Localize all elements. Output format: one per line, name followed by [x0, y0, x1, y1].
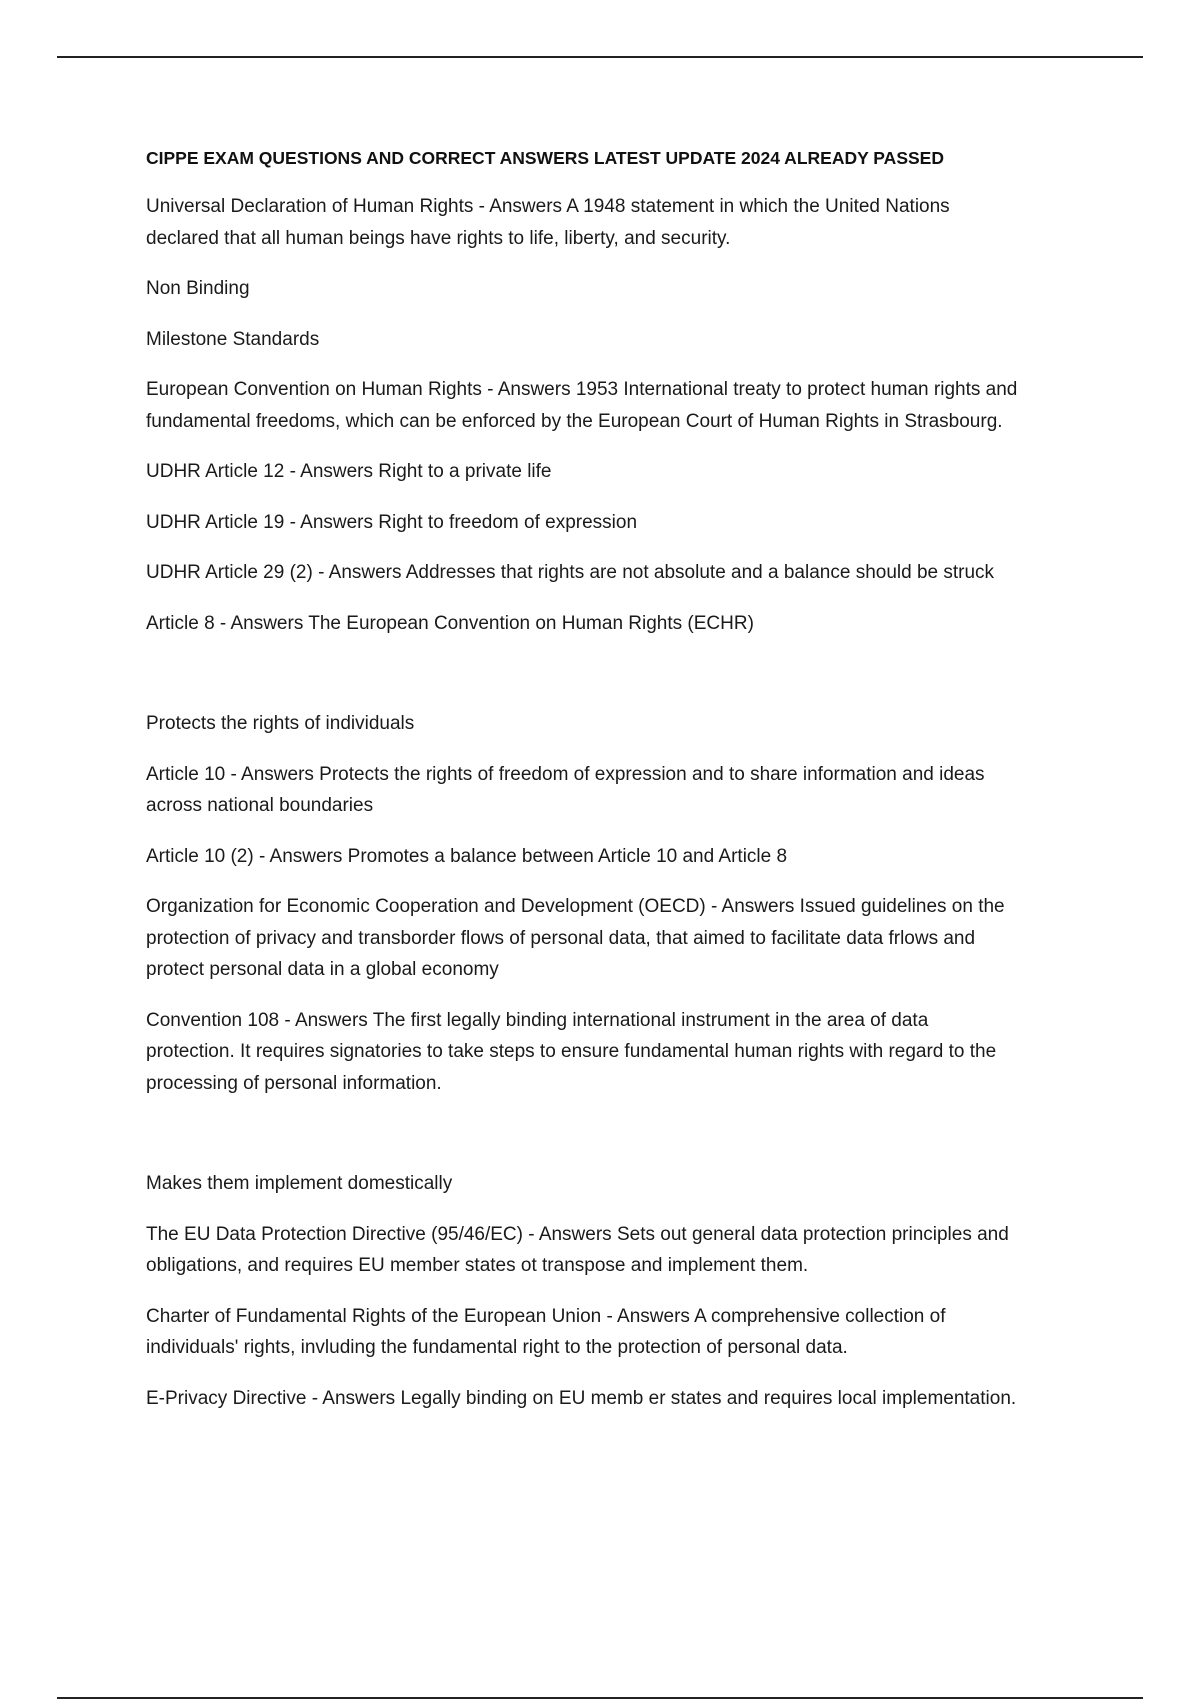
paragraph-oecd: [146, 891, 1096, 986]
paragraph-eu-directive: [146, 1219, 1096, 1282]
paragraph-line: Convention 108 - Answers The first legally binding international instrument in the area of data: [146, 1009, 929, 1031]
paragraph-line: Milestone Standards: [146, 328, 320, 350]
paragraph-udhr: [146, 191, 1096, 254]
paragraph-line: fundamental freedoms, which can be enforced by the European Court of Human Rights in Strasbourg.: [146, 410, 1003, 432]
paragraph-line: Article 10 - Answers Protects the rights of freedom of expression and to share information and ideas: [146, 763, 985, 785]
paragraph-non-binding: [146, 273, 1096, 305]
paragraph-article-10: [146, 759, 1096, 822]
paragraph-line: Charter of Fundamental Rights of the European Union - Answers A comprehensive collection of: [146, 1305, 946, 1327]
paragraph-article-10-2: [146, 841, 1096, 873]
document-body: [146, 146, 1096, 1433]
paragraph-charter: [146, 1301, 1096, 1364]
paragraph-milestone: [146, 324, 1096, 356]
paragraph-line: Organization for Economic Cooperation and Development (OECD) - Answers Issued guidelines on the: [146, 896, 1005, 917]
paragraph-implement-domestically: [146, 1168, 1096, 1200]
paragraph-echr: [146, 374, 1096, 437]
paragraph-line: processing of personal information.: [146, 1072, 442, 1094]
paragraph-line: Non Binding: [146, 278, 250, 299]
paragraph-eprivacy: [146, 1383, 1096, 1415]
paragraph-line: E-Privacy Directive - Answers Legally binding on EU memb er states and requires local implementation.: [146, 1387, 1017, 1409]
paragraph-line: European Convention on Human Rights - Answers 1953 International treaty to protect human rights and: [146, 379, 1018, 400]
paragraph-line: Makes them implement domestically: [146, 1173, 453, 1194]
blank-spacer: [146, 658, 1096, 708]
paragraph-line: Article 10 (2) - Answers Promotes a balance between Article 10 and Article 8: [146, 845, 788, 867]
document-title: CIPPE EXAM QUESTIONS AND CORRECT ANSWERS LATEST UPDATE 2024 ALREADY PASSED: [146, 148, 944, 168]
paragraph-convention-108: [146, 1005, 1096, 1100]
paragraph-line: UDHR Article 19 - Answers Right to freedom of expression: [146, 511, 638, 533]
paragraph-line: The EU Data Protection Directive (95/46/EC) - Answers Sets out general data protection principles and: [146, 1223, 1009, 1245]
paragraph-line: protection of privacy and transborder flows of personal data, that aimed to facilitate data frlows and: [146, 927, 976, 949]
paragraph-line: obligations, and requires EU member states ot transpose and implement them.: [146, 1255, 809, 1276]
paragraph-line: Universal Declaration of Human Rights - Answers A 1948 statement in which the United Nations: [146, 196, 950, 217]
paragraph-article-8: [146, 608, 1096, 640]
footer-rule: [57, 1697, 1143, 1699]
paragraph-line: Article 8 - Answers The European Convention on Human Rights (ECHR): [146, 612, 754, 634]
paragraph-line: across national boundaries: [146, 795, 374, 816]
paragraph-line: protect personal data in a global economy: [146, 959, 499, 980]
paragraph-line: UDHR Article 12 - Answers Right to a private life: [146, 461, 552, 482]
paragraph-line: protection. It requires signatories to take steps to ensure fundamental human rights with regard to the: [146, 1041, 997, 1062]
paragraph-udhr-19: [146, 507, 1096, 539]
paragraph-udhr-29: [146, 557, 1096, 589]
paragraph-line: UDHR Article 29 (2) - Answers Addresses that rights are not absolute and a balance should be struck: [146, 562, 995, 583]
paragraph-udhr-12: [146, 456, 1096, 488]
paragraph-protects-individuals: [146, 708, 1096, 740]
paragraph-line: individuals' rights, invluding the fundamental right to the protection of personal data.: [146, 1337, 848, 1358]
paragraph-line: declared that all human beings have rights to life, liberty, and security.: [146, 227, 731, 249]
blank-spacer: [146, 1118, 1096, 1168]
paragraph-line: Protects the rights of individuals: [146, 713, 415, 734]
header-rule: [57, 56, 1143, 58]
